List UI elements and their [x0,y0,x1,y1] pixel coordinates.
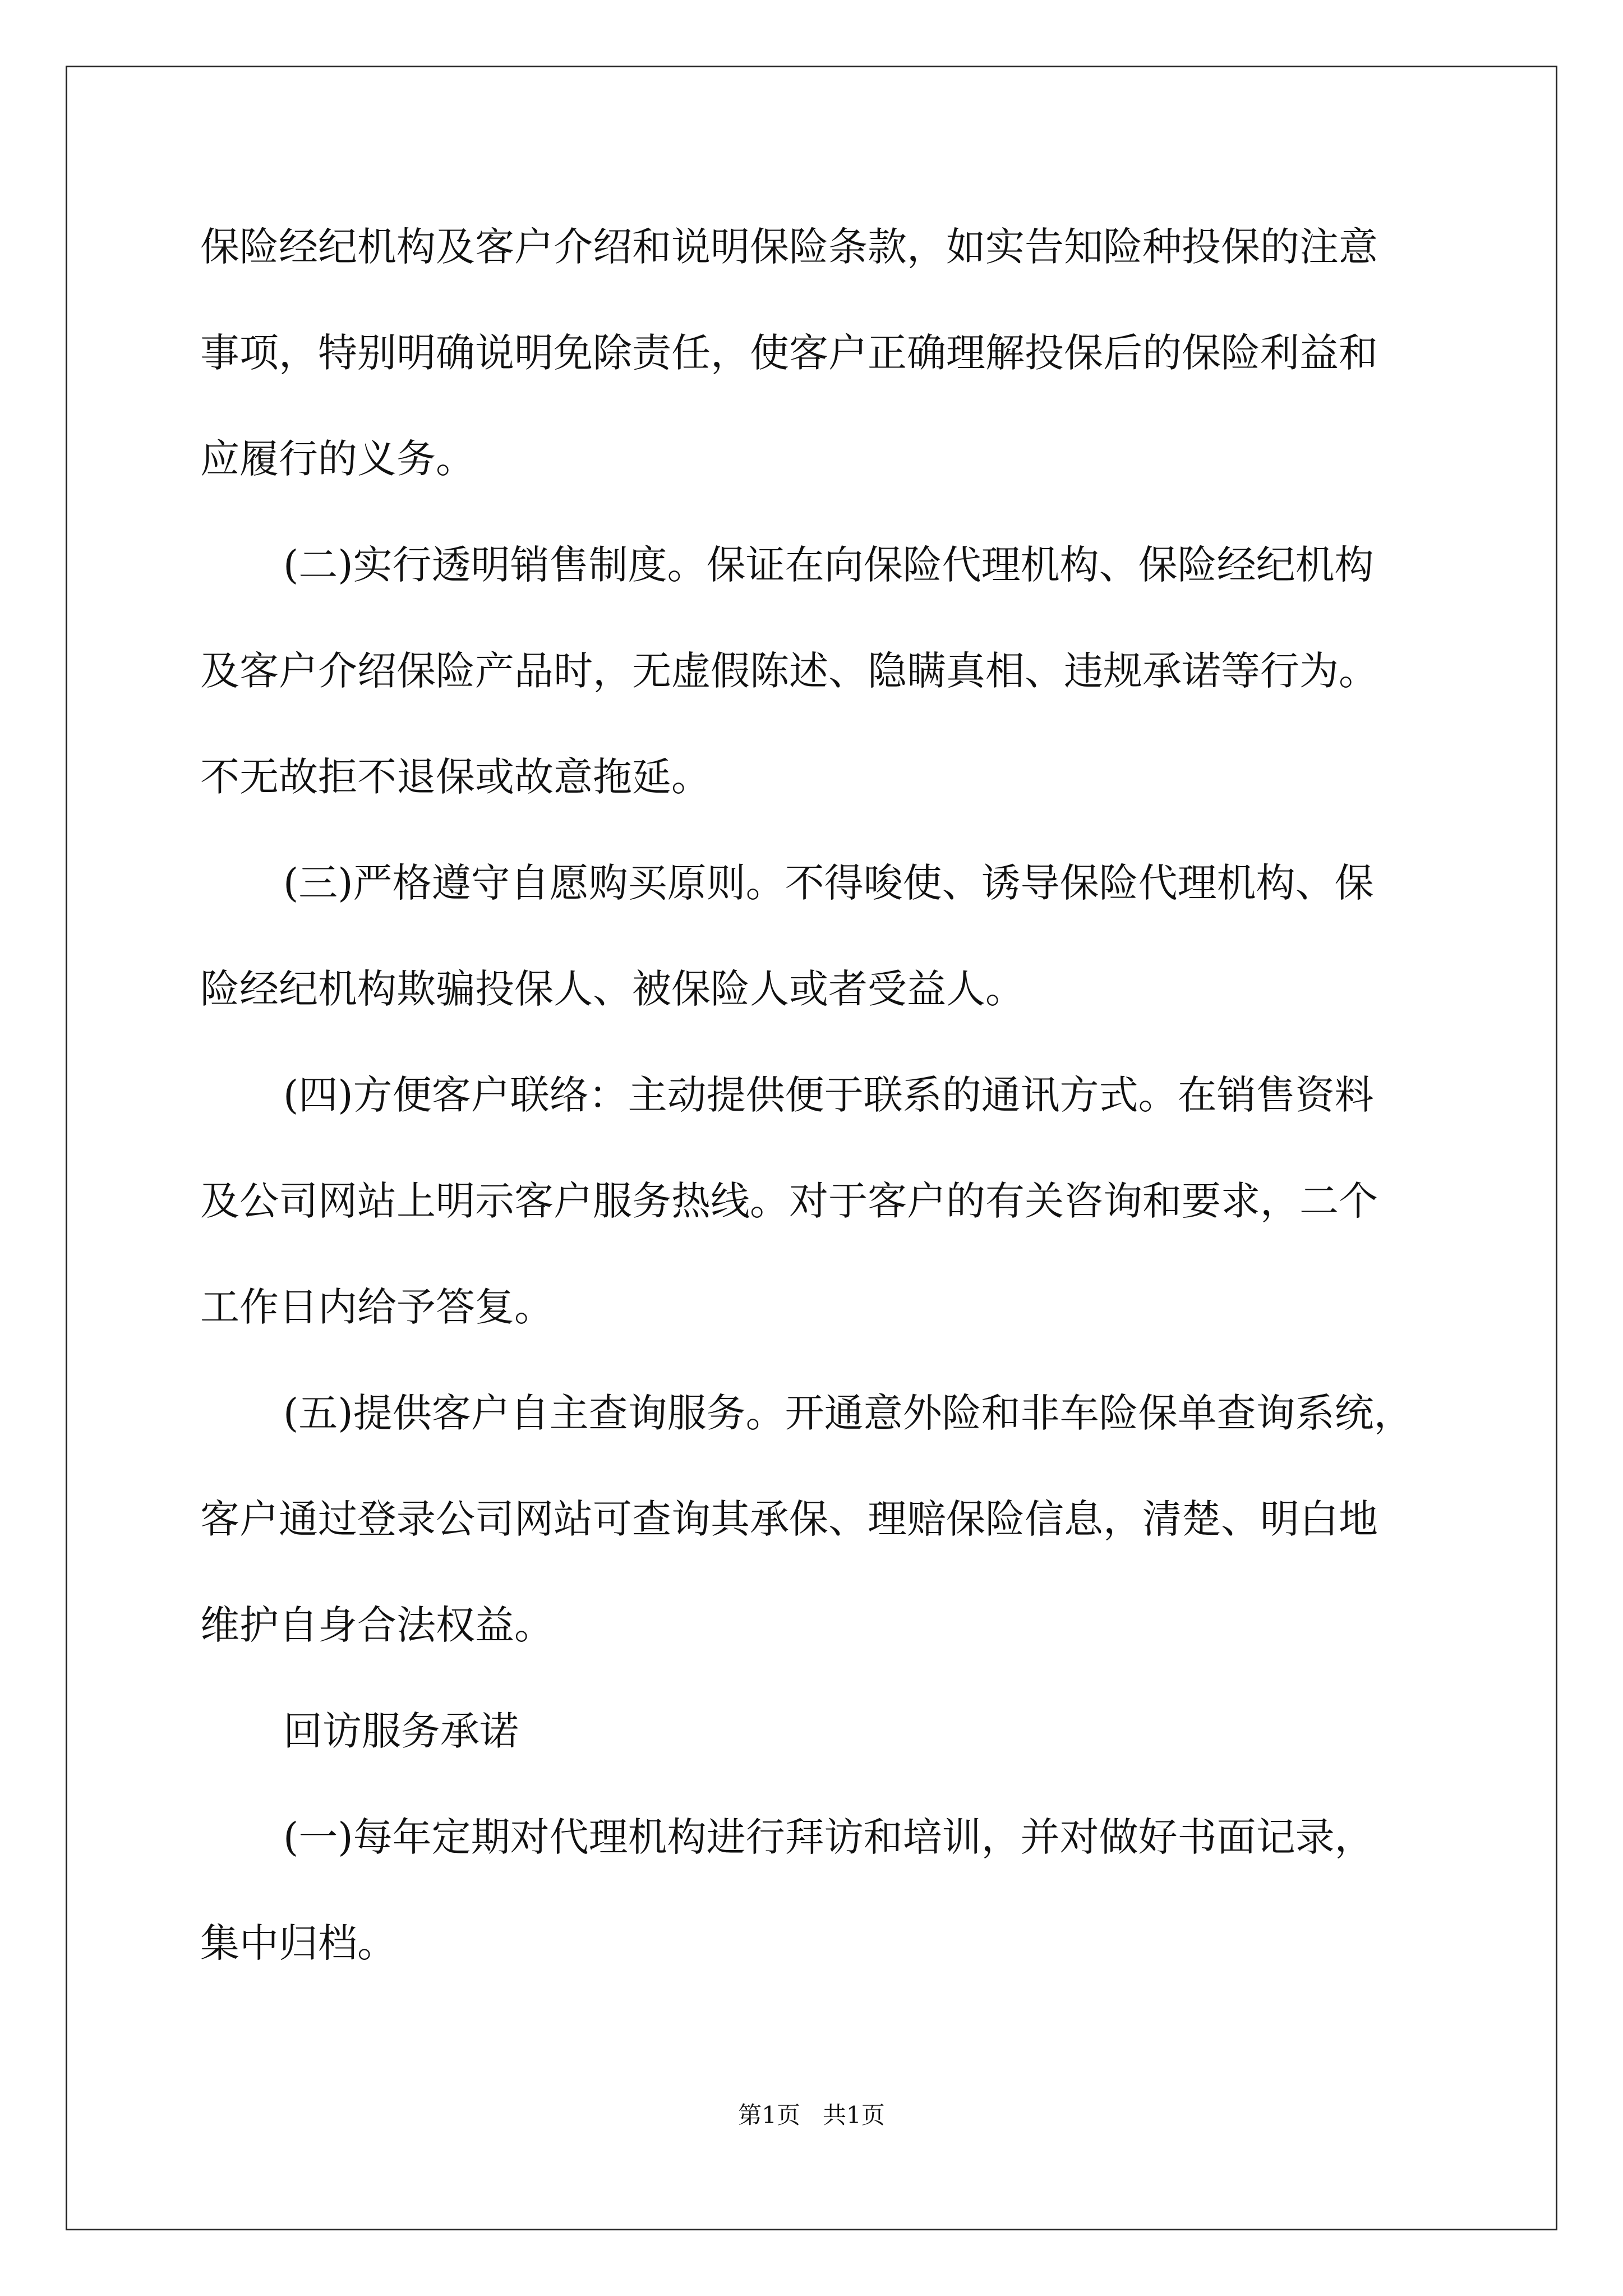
paragraph-start-line: (一)每年定期对代理机构进行拜访和培训，并对做好书面记录， [283,1814,1374,1860]
paragraph-start-line: (三)严格遵守自愿购买原则。不得唆使、诱导保险代理机构、保 [283,860,1374,906]
text-line: 保险经纪机构及客户介绍和说明保险条款，如实告知险种投保的注意 [200,224,1378,270]
text-line: 及公司网站上明示客户服务热线。对于客户的有关咨询和要求，二个 [200,1178,1378,1224]
text-line: 工作日内给予答复。 [200,1284,554,1330]
section-heading: 回访服务承诺 [283,1708,519,1754]
text-line: 不无故拒不退保或故意拖延。 [200,754,711,800]
text-line: 事项，特别明确说明免除责任，使客户正确理解投保后的保险利益和 [200,330,1378,376]
text-line: 集中归档。 [200,1920,396,1966]
paragraph-start-line: (四)方便客户联络：主动提供便于联系的通讯方式。在销售资料 [283,1072,1374,1118]
text-line: 险经纪机构欺骗投保人、被保险人或者受益人。 [200,966,1025,1012]
text-line: 应履行的义务。 [200,436,475,482]
page-border [66,66,1557,2230]
paragraph-start-line: (二)实行透明销售制度。保证在向保险代理机构、保险经纪机构 [283,542,1374,588]
text-line: 及客户介绍保险产品时，无虚假陈述、隐瞒真相、违规承诺等行为。 [200,648,1378,694]
page-number-footer: 第1页 共1页 [738,2101,885,2129]
paragraph-start-line: (五)提供客户自主查询服务。开通意外险和非车险保单查询系统， [283,1390,1413,1436]
text-line: 维护自身合法权益。 [200,1602,554,1648]
text-line: 客户通过登录公司网站可查询其承保、理赔保险信息，清楚、明白地 [200,1496,1378,1542]
